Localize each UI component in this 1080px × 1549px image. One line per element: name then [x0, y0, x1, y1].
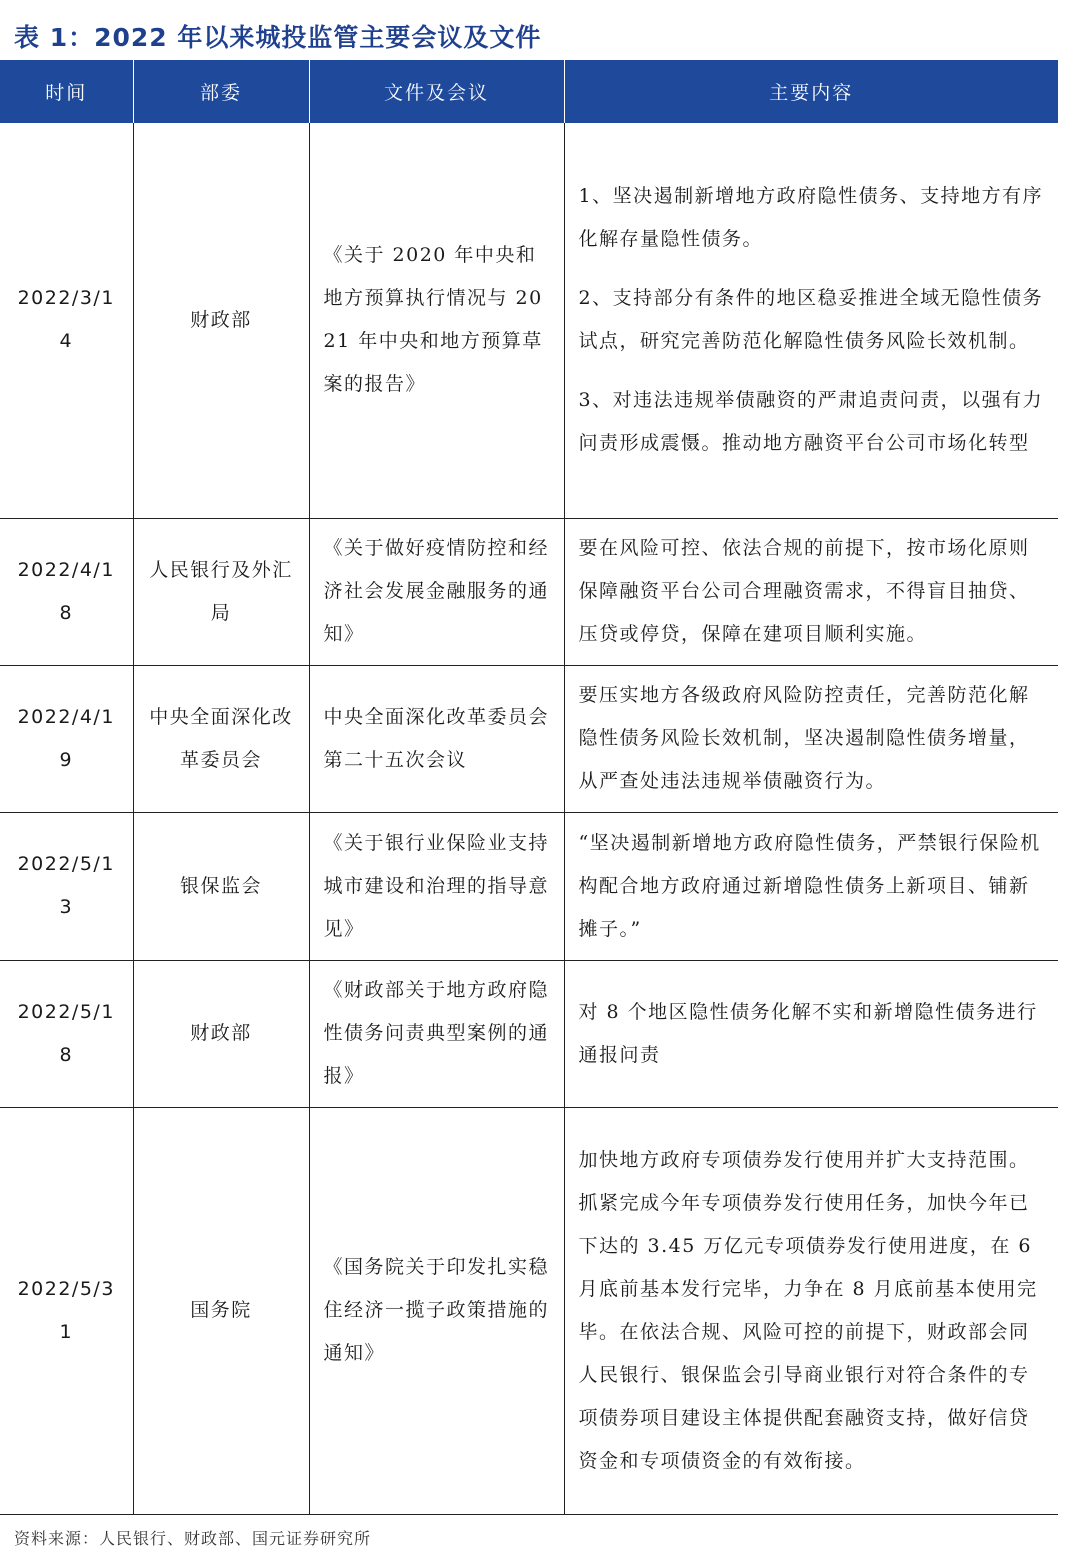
row-dept: 财政部 — [133, 960, 309, 1107]
row-dept: 人民银行及外汇局 — [133, 518, 309, 665]
row-dept: 国务院 — [133, 1107, 309, 1514]
table-header-row — [0, 60, 1058, 123]
row-doc: 《国务院关于印发扎实稳住经济一揽子政策措施的通知》 — [309, 1107, 564, 1514]
row-doc: 中央全面深化改革委员会第二十五次会议 — [309, 665, 564, 812]
policy-table — [0, 60, 1058, 1515]
row-doc: 《关于做好疫情防控和经济社会发展金融服务的通知》 — [309, 518, 564, 665]
row-doc: 《关于银行业保险业支持城市建设和治理的指导意见》 — [309, 812, 564, 960]
row-dept: 银保监会 — [133, 812, 309, 960]
table-row — [0, 1107, 1058, 1514]
row-dept: 中央全面深化改革委员会 — [133, 665, 309, 812]
content-paragraph: 加快地方政府专项债券发行使用并扩大支持范围。抓紧完成今年专项债券发行使用任务，加快今年已下达的 3.45 万亿元专项债券发行使用进度，在 6 月底前基本发行完毕，力争在 8 月底前基本使用完毕。在依法合规、风险可控的前提下，财政部会同人民银行、银保监会引导商业银行对符合条件的专项债券项目建设主体提供配套融资支持，做好信贷资金和专项债资金的有效衔接。 — [578, 1148, 1038, 1472]
row-date: 2022/5/13 — [0, 812, 133, 960]
row-content — [564, 812, 1058, 960]
row-date: 2022/3/14 — [0, 123, 133, 518]
row-dept: 财政部 — [133, 123, 309, 518]
table-row — [0, 123, 1058, 518]
row-content — [564, 518, 1058, 665]
row-doc: 《财政部关于地方政府隐性债务问责典型案例的通报》 — [309, 960, 564, 1107]
table-row — [0, 960, 1058, 1107]
content-paragraph: 3、对违法违规举债融资的严肃追责问责，以强有力问责形成震慑。推动地方融资平台公司市场化转型 — [578, 389, 1044, 455]
row-date: 2022/5/18 — [0, 960, 133, 1107]
row-date: 2022/5/31 — [0, 1107, 133, 1514]
row-date: 2022/4/18 — [0, 518, 133, 665]
row-content — [564, 1107, 1058, 1514]
header-date: 时间 — [0, 60, 133, 123]
source-note: 资料来源：人民银行、财政部、国元证券研究所 — [14, 1529, 372, 1548]
content-paragraph: 2、支持部分有条件的地区稳妥推进全域无隐性债务试点，研究完善防范化解隐性债务风险长效机制。 — [578, 287, 1044, 353]
content-paragraph: 要在风险可控、依法合规的前提下，按市场化原则保障融资平台公司合理融资需求，不得盲目抽贷、压贷或停贷，保障在建项目顺利实施。 — [578, 537, 1030, 645]
table-title: 表 1：2022 年以来城投监管主要会议及文件 — [14, 23, 542, 52]
content-paragraph: 1、坚决遏制新增地方政府隐性债务、支持地方有序化解存量隐性债务。 — [578, 185, 1044, 251]
table-row — [0, 812, 1058, 960]
row-content — [564, 123, 1058, 518]
header-doc: 文件及会议 — [309, 60, 564, 123]
header-content: 主要内容 — [564, 60, 1058, 123]
content-paragraph: 要压实地方各级政府风险防控责任，完善防范化解隐性债务风险长效机制，坚决遏制隐性债务增量，从严查处违法违规举债融资行为。 — [578, 684, 1030, 792]
row-date: 2022/4/19 — [0, 665, 133, 812]
table-row — [0, 518, 1058, 665]
header-dept: 部委 — [133, 60, 309, 123]
table-row — [0, 665, 1058, 812]
content-paragraph: “坚决遏制新增地方政府隐性债务，严禁银行保险机构配合地方政府通过新增隐性债务上新项目、铺新摊子。” — [578, 831, 1041, 940]
row-doc: 《关于 2020 年中央和地方预算执行情况与 2021 年中央和地方预算草案的报告》 — [309, 123, 564, 518]
row-content — [564, 665, 1058, 812]
content-paragraph: 对 8 个地区隐性债务化解不实和新增隐性债务进行通报问责 — [578, 1000, 1038, 1066]
row-content — [564, 960, 1058, 1107]
